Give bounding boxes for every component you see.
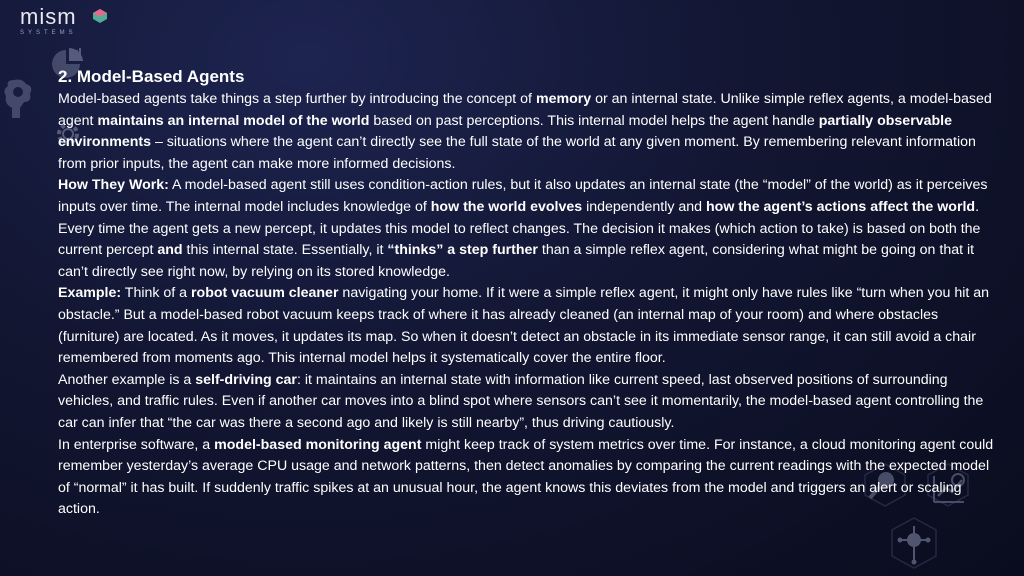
brain-gear-icon [2, 78, 36, 122]
how-they-work-paragraph: How They Work: A model-based agent still uses condition-action rules, but it also updates an internal state (the “model” of the world) as it perceives inputs over time. The internal model includes knowledge of how the world evolves independently and how the agent’s actions affect the world. Every time the agent gets a new percept, it updates this model to reflect changes. The decision it makes (which action to take) is based on both the current percept and this internal state. Essentially, it “thinks” a step further than a simple reflex agent, considering what might be going on that it can’t directly see right now, by relying on its stored knowledge. [58, 177, 988, 280]
intro-paragraph: Model-based agents take things a step further by introducing the concept of memory or an internal state. Unlike simple reflex agents, a model-based agent maintains an internal model of the world based on past perceptions. This internal model helps the agent handle partially observable environments – situations where the agent can’t directly see the full state of the world at any given moment. By remembering relevant information from prior inputs, the agent can make more informed decisions. [58, 91, 992, 172]
example-paragraph: Example: Think of a robot vacuum cleaner navigating your home. If it were a simple reflex agent, it might only have rules like “turn when you hit an obstacle.” But a model-based robot vacuum keeps track of where it has already cleaned (an internal map of your room) and where obstacles (furniture) are located. As it moves, it updates its map. So when it doesn’t detect an obstacle in its immediate sensor range, it can still avoid a chair remembered from moments ago. This internal model helps it systematically cover the entire floor. [58, 285, 990, 367]
hex-network-icon [888, 516, 940, 572]
logo-mark-icon [92, 8, 108, 24]
logo-subtitle: SYSTEMS [20, 30, 77, 36]
enterprise-paragraph: In enterprise software, a model-based monitoring agent might keep track of system metrics over time. For instance, a cloud monitoring agent could remember yesterday’s average CPU usage and network patterns, then detect anomalies by comparing the current readings with the expected model of “normal” it has built. If suddenly traffic spikes at an unusual hour, the agent knows this deviates from the model and triggers an alert or scaling action. [58, 436, 994, 518]
slide-body [58, 66, 998, 521]
self-driving-paragraph: Another example is a self-driving car: it maintains an internal state with information like current speed, last observed positions of surrounding vehicles, and traffic rules. Even if another car moves into a blind spot where sensors can’t see it momentarily, the model-based agent controlling the car can infer that “the car was there a second ago and likely is still nearby”, thus driving cautiously. [58, 371, 984, 431]
logo-wordmark: mism [20, 4, 77, 29]
slide-title: 2. Model-Based Agents [58, 67, 245, 86]
brand-logo [20, 6, 120, 40]
